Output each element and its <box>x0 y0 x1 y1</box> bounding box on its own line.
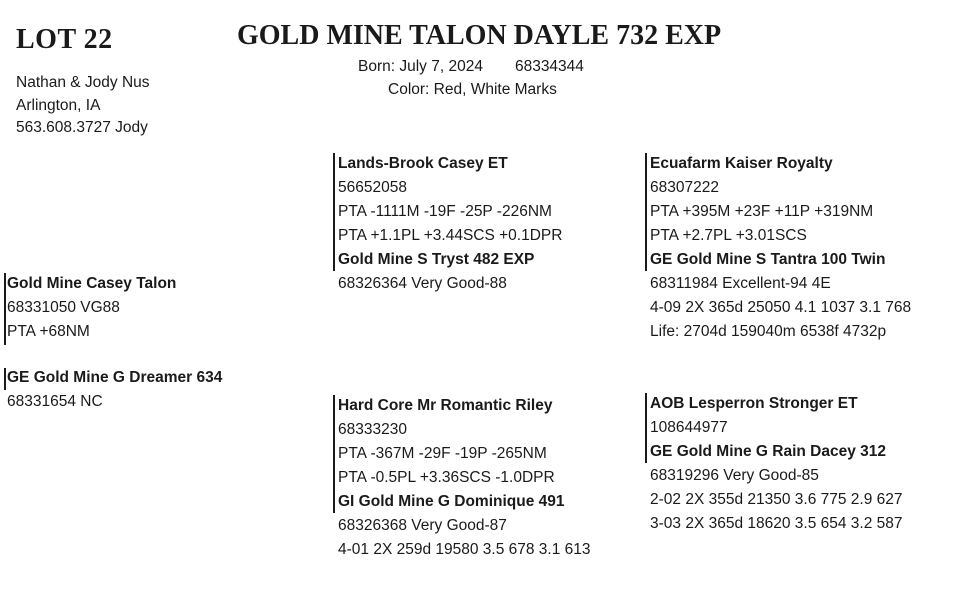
dam-dam-name: GI Gold Mine G Dominique 491 <box>338 493 565 510</box>
sire-pta: PTA +68NM <box>7 323 90 340</box>
ss-dam-lifetime: Life: 2704d 159040m 6538f 4732p <box>650 323 887 340</box>
sire-sire-pta2: PTA +1.1PL +3.44SCS +0.1DPR <box>338 227 563 244</box>
dam-sire-name: Hard Core Mr Romantic Riley <box>338 397 553 414</box>
sire-reg: 68331050 VG88 <box>7 299 120 316</box>
owner-info <box>16 72 150 140</box>
ds-sire-name: AOB Lesperron Stronger ET <box>650 395 858 412</box>
owner-phone: 563.608.3727 Jody <box>16 119 148 136</box>
owner-name: Nathan & Jody Nus <box>16 74 150 91</box>
ss-dam-name: GE Gold Mine S Tantra 100 Twin <box>650 251 886 268</box>
animal-color: Color: Red, White Marks <box>388 81 557 98</box>
dam-sire-reg: 68333230 <box>338 421 407 438</box>
ds-dam-name: GE Gold Mine G Rain Dacey 312 <box>650 443 887 460</box>
ss-dam-record: 4-09 2X 365d 25050 4.1 1037 3.1 768 <box>650 299 912 316</box>
dam-block <box>7 366 222 414</box>
dam-reg: 68331654 NC <box>7 393 103 410</box>
sire-dam-name: Gold Mine S Tryst 482 EXP <box>338 251 535 268</box>
animal-reg: 68334344 <box>514 58 584 75</box>
sire-sire-pta1: PTA -1111M -19F -25P -226NM <box>338 203 552 220</box>
owner-city: Arlington, IA <box>16 96 101 114</box>
animal-born: Born: July 7, 2024 <box>358 58 483 75</box>
sire-sire-name: Lands-Brook Casey ET <box>338 155 508 172</box>
ss-sire-reg: 68307222 <box>650 179 719 196</box>
dam-sire-block <box>338 394 591 562</box>
lot-number: LOT 22 <box>16 24 113 55</box>
ds-dam-reg: 68319296 Very Good-85 <box>650 467 819 484</box>
ds-sire-bracket <box>645 393 647 463</box>
ds-sire-reg: 108644977 <box>650 419 728 436</box>
ss-sire-pta2: PTA +2.7PL +3.01SCS <box>650 227 807 244</box>
dam-sire-pta1: PTA -367M -29F -19P -265NM <box>338 445 547 462</box>
ss-sire-name: Ecuafarm Kaiser Royalty <box>650 155 833 172</box>
sire-sire-block <box>338 152 562 296</box>
ds-sire-block <box>650 392 903 536</box>
sire-dam-reg: 68326364 Very Good-88 <box>338 275 507 292</box>
animal-name: GOLD MINE TALON DAYLE 732 EXP <box>237 20 722 51</box>
sire-block <box>7 272 176 344</box>
ds-dam-record1: 2-02 2X 355d 21350 3.6 775 2.9 627 <box>650 491 903 508</box>
dam-sire-pta2: PTA -0.5PL +3.36SCS -1.0DPR <box>338 469 555 486</box>
dam-sire-bracket <box>333 395 335 513</box>
ss-sire-block <box>650 152 911 344</box>
dam-bracket <box>4 368 6 390</box>
animal-born-line <box>358 58 584 76</box>
dam-name: GE Gold Mine G Dreamer 634 <box>7 369 223 386</box>
sire-sire-reg: 56652058 <box>338 179 407 196</box>
sire-sire-bracket <box>333 153 335 271</box>
sire-name: Gold Mine Casey Talon <box>7 275 177 292</box>
ss-sire-pta1: PTA +395M +23F +11P +319NM <box>650 203 874 220</box>
dam-dam-reg: 68326368 Very Good-87 <box>338 517 507 534</box>
ds-dam-record2: 3-03 2X 365d 18620 3.5 654 3.2 587 <box>650 515 903 532</box>
sire-bracket <box>4 273 6 345</box>
dam-dam-record: 4-01 2X 259d 19580 3.5 678 3.1 613 <box>338 541 591 558</box>
ss-dam-reg: 68311984 Excellent-94 4E <box>650 275 831 292</box>
ss-sire-bracket <box>645 153 647 271</box>
